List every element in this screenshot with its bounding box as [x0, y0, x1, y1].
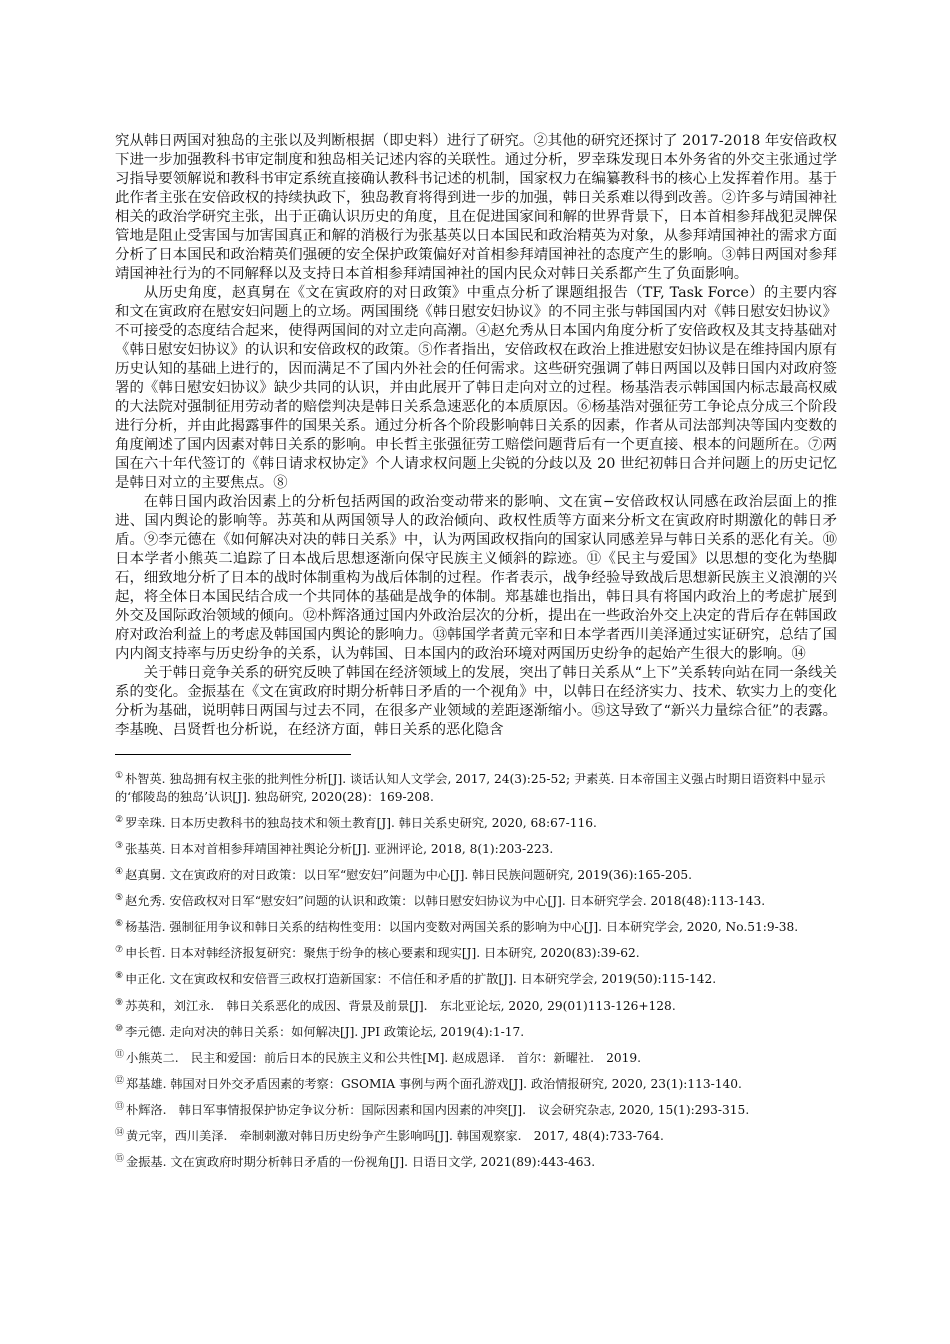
- footnote-5: [115, 889, 837, 910]
- footnote-text: 赵真舅. 文在寅政府的对日政策：以日军“慰安妇”问题为中心[J]. 韩日民族问题研究, 2019(36):165-205.: [125, 868, 693, 883]
- footnote-marker: ⑩: [115, 1023, 124, 1034]
- footnote-separator: [115, 754, 351, 755]
- footnote-text: 朴辉洛. 韩日军事情报保护协定争议分析：国际因素和国内因素的冲突[J]. 议会研究杂志, 2020, 15(1):293-315.: [126, 1102, 750, 1117]
- footnote-marker: ⑭: [115, 1127, 125, 1138]
- footnote-text: 张基英. 日本对首相参拜靖国神社舆论分析[J]. 亚洲评论, 2018, 8(1):203-223.: [125, 842, 554, 857]
- footnote-text: 赵允秀. 安倍政权对日军“慰安妇”问题的认识和政策：以韩日慰安妇协议为中心[J]. 日本研究学会. 2018(48):113-143.: [125, 894, 766, 909]
- footnote-12: [115, 1072, 837, 1093]
- footnote-8: [115, 967, 837, 988]
- document-page: [115, 132, 837, 1176]
- body-paragraph-1: 究从韩日两国对独岛的主张以及判断根据（即史料）进行了研究。②其他的研究还探讨了 2017-2018 年安倍政权下进一步加强教科书审定制度和独岛相关记述内容的关联性。通过分析，罗幸珠发现日本外务省的外交主张通过学习指导要领解说和教科书审定系统直接确认教科书记述的机制，国家权力在编纂教科书的核心上发挥着作用。基于此作者主张在安倍政权的持续执政下，独岛教育将得到进一步的加强，韩日关系难以得到改善。②许多与靖国神社相关的政治学研究主张，出于正确认识历史的角度，且在促进国家间和解的世界背景下，日本首相参拜战犯灵牌保管地是阻止受害国与加害国真正和解的消极行为张基英以日本国民和政治精英为对象，从参拜靖国神社的需求方面分析了日本国民和政治精英们强硬的安全保护政策偏好对首相参拜靖国神社的态度产生的影响。③韩日两国对参拜靖国神社行为的不同解释以及支持日本首相参拜靖国神社的国内民众对韩日关系都产生了负面影响。: [115, 133, 837, 282]
- footnote-4: [115, 863, 837, 884]
- footnote-text: 杨基浩. 强制征用争议和韩日关系的结构性变用：以国内变数对两国关系的影响为中心[J]. 日本研究学会, 2020, No.51:9-38.: [125, 920, 799, 935]
- footnote-marker: ④: [115, 867, 124, 878]
- body-paragraph-4: 关于韩日竞争关系的研究反映了韩国在经济领域上的发展，突出了韩日关系从“上下”关系转向站在同一条线关系的变化。金振基在《文在寅政府时期分析韩日矛盾的一个视角》中，以韩日在经济实力、技术、软实力上的变化分析为基础，说明韩日两国与过去不同，在很多产业领域的差距逐渐缩小。⑮这导致了“新兴力量综合征”的表露。李基晚、吕贤哲也分析说，在经济方面，韩日关系的恶化隐含: [115, 665, 837, 738]
- footnote-11: [115, 1046, 837, 1067]
- footnote-marker: ⑤: [115, 893, 124, 904]
- body-text: [115, 132, 837, 740]
- footnote-text: 苏英和，刘江永. 韩日关系恶化的成因、背景及前景[J]. 东北亚论坛, 2020, 29(01)113-126+128.: [125, 998, 676, 1013]
- footnote-15: [115, 1150, 837, 1171]
- footnote-1: [115, 767, 837, 806]
- footnote-text: 李元德. 走向对决的韩日关系：如何解决[J]. JPI 政策论坛, 2019(4):1-17.: [125, 1024, 525, 1039]
- body-paragraph-3: 在韩日国内政治因素上的分析包括两国的政治变动带来的影响、文在寅−安倍政权认同感在政治层面上的推进、国内舆论的影响等。苏英和从两国领导人的政治倾向、政权性质等方面来分析文在寅政府时期激化的韩日矛盾。⑨李元德在《如何解决对决的韩日关系》中，认为两国政权指向的国家认同感差异与韩日关系的恶化有关。⑩日本学者小熊英二追踪了日本战后思想逐渐向保守民族主义倾斜的踪迹。⑪《民主与爱国》以思想的变化为垫脚石，细致地分析了日本的战时体制重构为战后体制的过程。作者表示，战争经验导致战后思想新民族主义浪潮的兴起，将全体日本国民结合成一个共同体的基础是战争的体制。郑基雄也指出，韩日具有将国内政治上的考虑扩展到外交及国际政治领域的倾向。⑫朴辉洛通过国内外政治层次的分析，提出在一些政治外交上决定的背后存在韩国政府对政治利益上的考虑及韩国国内舆论的影响力。⑬韩国学者黄元宰和日本学者西川美泽通过实证研究，总结了国内内阁支持率与历史纷争的关系，认为韩国、日本国内的政治环境对两国历史纷争的起始产生很大的影响。⑭: [115, 494, 837, 662]
- footnotes: [115, 767, 837, 1171]
- footnote-marker: ①: [115, 771, 124, 781]
- footnote-marker: ⑧: [115, 971, 124, 982]
- body-paragraph-2: 从历史角度，赵真舅在《文在寅政府的对日政策》中重点分析了课题组报告（TF, Task Force）的主要内容和文在寅政府在慰安妇问题上的立场。两国围绕《韩日慰安妇协议》的不同主张与韩国国内对《韩日慰安妇协议》不可接受的态度结合起来，使得两国间的对立走向高潮。④赵允秀从日本国内角度分析了安倍政权及其支持基础对《韩日慰安妇协议》的认识和安倍政权的政策。⑤作者指出，安倍政权在政治上推进慰安妇协议是在维持国内原有历史认知的基础上进行的，因而满足不了国内外社会的任何需求。这些研究强调了韩日两国以及韩日国内对政府签署的《韩日慰安妇协议》缺少共同的认识，并由此展开了韩日走向对立的过程。杨基浩表示韩国国内标志最高权威的大法院对强制征用劳动者的赔偿判决是韩日关系急速恶化的本质原因。⑥杨基浩对强征劳工争论点分成三个阶段进行分析，并由此揭露事件的国果关系。通过分析各个阶段影响韩日关系的因素，作者从司法部判决等国内变数的角度阐述了国内因素对韩日关系的影响。申长哲主张强征劳工赔偿问题背后有一个更直接、根本的问题所在。⑦两国在六十年代签订的《韩日请求权协定》个人请求权问题上尖锐的分歧以及 20 世纪初韩日合并问题上的历史记忆是韩日对立的主要焦点。⑧: [115, 285, 837, 491]
- footnote-marker: ②: [115, 815, 124, 826]
- footnote-marker: ⑨: [115, 997, 124, 1008]
- footnote-9: [115, 994, 837, 1015]
- footnote-text: 黄元宰，西川美泽. 牵制刺激对韩日历史纷争产生影响吗[J]. 韩国观察家. 2017, 48(4):733-764.: [126, 1128, 664, 1143]
- footnote-text: 罗幸珠. 日本历史教科书的独岛技术和领土教育[J]. 韩日关系史研究, 2020, 68:67-116.: [125, 816, 597, 831]
- footnote-marker: ⑪: [115, 1049, 125, 1060]
- footnote-text: 金振基. 文在寅政府时期分析韩日矛盾的一份视角[J]. 日语日文学, 2021(89):443-463.: [126, 1154, 596, 1169]
- footnote-6: [115, 915, 837, 936]
- footnote-2: [115, 811, 837, 832]
- footnote-marker: ③: [115, 841, 124, 852]
- footnote-marker: ⑮: [115, 1153, 125, 1164]
- footnote-text: 朴智英. 独岛拥有权主张的批判性分析[J]. 谈话认知人文学会, 2017, 24(3):25-52; 尹素英. 日本帝国主义强占时期日语资料中显示的‘郁陵岛的独岛’认识[J]. 独岛研究, 2020(28)：169-208.: [115, 772, 826, 805]
- footnote-13: [115, 1098, 837, 1119]
- footnote-7: [115, 941, 837, 962]
- footnote-14: [115, 1124, 837, 1145]
- footnote-text: 小熊英二. 民主和爱国：前后日本的民族主义和公共性[M]. 赵成恩译. 首尔：新曜社. 2019.: [126, 1050, 642, 1065]
- footnote-text: 郑基雄. 韩国对日外交矛盾因素的考察：GSOMIA 事例与两个面孔游戏[J]. 政治情报研究, 2020, 23(1):113-140.: [126, 1076, 742, 1091]
- footnote-marker: ⑦: [115, 945, 124, 956]
- footnote-10: [115, 1020, 837, 1041]
- footnote-marker: ⑥: [115, 919, 124, 930]
- footnote-marker: ⑬: [115, 1101, 125, 1112]
- footnote-text: 申正化. 文在寅政权和安倍晋三政权打造新国家：不信任和矛盾的扩散[J]. 日本研究学会, 2019(50):115-142.: [125, 972, 717, 987]
- footnote-text: 申长哲. 日本对韩经济报复研究：聚焦于纷争的核心要素和现实[J]. 日本研究, 2020(83):39-62.: [125, 946, 640, 961]
- footnote-marker: ⑫: [115, 1075, 125, 1086]
- footnote-3: [115, 837, 837, 858]
